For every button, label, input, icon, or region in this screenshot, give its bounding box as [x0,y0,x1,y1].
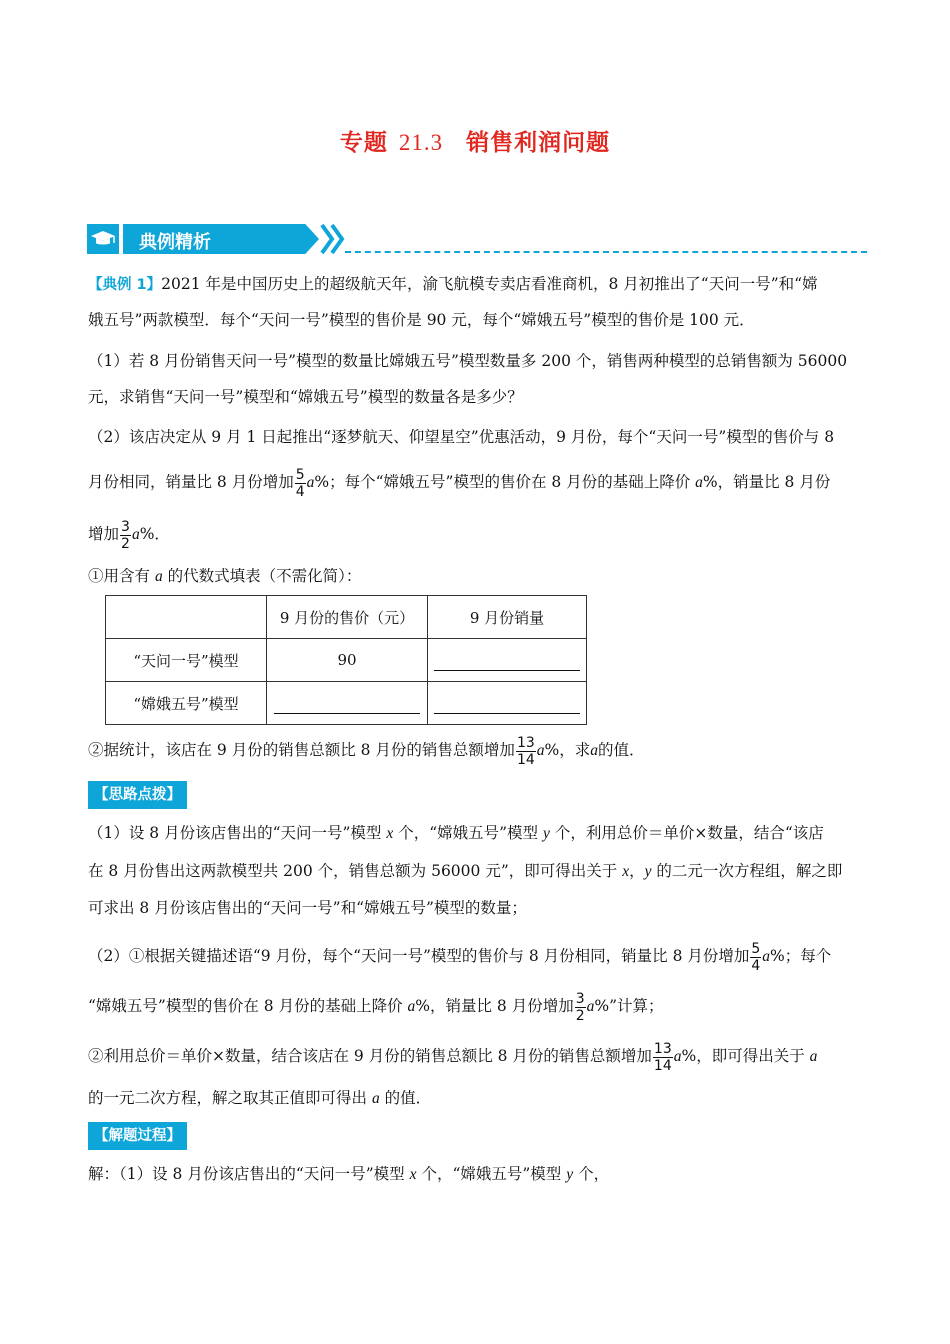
fraction [516,735,536,768]
table-header-row [106,596,587,639]
hint-line-3 [88,892,878,925]
variable: a [695,474,703,491]
answer-blank[interactable] [428,639,587,682]
question-text: （1）若 8 月份销售天问一号”模型的数量比嫦娥五号”模型数量多 200 个，销售两种模型的总销售额为 56000 [88,352,848,370]
table-header-cell [106,596,267,639]
table-header-cell: 9 月份销量 [428,596,587,639]
variable: a [131,526,140,543]
question-2-line-2 [88,466,878,500]
hint-text: 可求出 8 月份该店售出的“天问一号”和“嫦娥五号”模型的数量； [88,899,527,917]
numerator: 3 [121,518,130,535]
hint-text: （1）设 8 月份该店售出的“天问一号”模型 [88,824,382,842]
denominator: 4 [751,957,761,974]
banner-dashed-line [345,251,867,253]
solution-line-1 [88,1158,878,1191]
hint-text: 在 8 月份售出这两款模型共 200 个，销售总额为 56000 元”，即可得出关于 [88,862,618,880]
denominator: 4 [295,483,305,500]
example-text: 娥五号”两款模型．每个“天问一号”模型的售价是 90 元，每个“嫦娥五号”模型的售价是 100 元． [88,311,755,329]
numerator: 13 [516,734,535,751]
table-row [106,639,587,682]
question-text: （2）该店决定从 9 月 1 日起推出“逐梦航天、仰望星空”优惠活动，9 月份，每个“天问一号”模型的售价与 8 [88,428,835,446]
variable: a [673,1048,682,1065]
question-text: 的代数式填表（不需化简）： [167,567,362,585]
hint-text: 的值． [384,1089,432,1107]
variable: a [590,742,598,759]
numerator: 5 [295,466,305,483]
hint-line-6 [88,1040,878,1074]
variable: y [566,1166,574,1183]
solution-text: 解：（1）设 8 月份该店售出的“天问一号”模型 [88,1165,405,1183]
answer-blank[interactable] [428,682,587,725]
hint-text: ， [629,862,645,880]
solution-text: 个，“嫦娥五号”模型 [421,1165,562,1183]
denominator: 2 [575,1007,585,1024]
denominator: 14 [516,751,535,768]
variable: a [536,742,545,759]
fraction [120,519,131,552]
hint-text: 个，利用总价＝单价×数量，结合“该店 [554,824,824,842]
question-text: ；每个“嫦娥五号”模型的售价在 8 月份的基础上降价 [329,473,691,491]
hint-line-7 [88,1082,878,1115]
hint-line-4 [88,940,878,974]
numerator: 5 [751,940,761,957]
hint-text: （2）①根据关键描述语“9 月份，每个“天问一号”模型的售价与 8 月份相同，销量比 8 月份增加 [88,947,750,965]
answer-blank[interactable] [267,682,428,725]
example-text: 2021 年是中国历史上的超级航天年，渝飞航模专卖店看准商机，8 月初推出了“天问一号”和“嫦 [161,275,818,293]
question-text: %． [139,525,170,543]
sub-question-2 [88,734,878,768]
fraction [653,1041,673,1074]
variable: y [644,863,652,880]
hint-text: %，即可得出关于 [681,1047,805,1065]
question-2-line-3 [88,518,878,552]
variable: a [306,474,315,491]
row-label: “天问一号”模型 [106,639,267,682]
fill-in-table [105,595,587,725]
fraction [295,467,306,500]
question-text: ①用含有 [88,567,151,585]
question-text: %，销量比 8 月份 [702,473,831,491]
variable: y [543,825,550,842]
denominator: 14 [653,1057,672,1074]
example-tag: 【典例 1】 [88,277,162,293]
variable: a [586,998,595,1015]
hint-text: 的二元一次方程组，解之即 [656,862,843,880]
title-number: 21.3 [398,130,444,155]
solution-tag: 【解题过程】 [88,1122,187,1150]
hint-text: “嫦娥五号”模型的售价在 8 月份的基础上降价 [88,997,403,1015]
hint-line-1 [88,817,878,850]
variable: x [409,1166,417,1183]
hint-tag: 【思路点拨】 [88,781,187,809]
hint-text: 个，“嫦娥五号”模型 [398,824,539,842]
numerator: 3 [575,990,585,1007]
question-text: 增加 [88,525,120,543]
hint-text: %，销量比 8 月份增加 [415,997,574,1015]
question-text: 的值． [598,741,645,759]
chevron-right-icon [319,222,347,256]
question-2-line-1 [88,421,878,454]
sub-question-1 [88,560,878,593]
variable: a [762,948,771,965]
title-text: 销售利润问题 [466,130,611,156]
section-banner [87,222,867,256]
percent-sign: % [314,473,330,491]
hint-text: ②利用总价＝单价×数量，结合该店在 9 月份的销售总额比 8 月份的销售总额增加 [88,1047,652,1065]
hint-line-5 [88,990,878,1024]
variable: a [407,998,416,1015]
variable: a [154,568,163,585]
fraction [750,941,761,974]
banner-label: 典例精析 [139,232,211,253]
example-line-1 [88,268,878,302]
hint-text: %；每个 [770,947,832,965]
numerator: 13 [653,1040,672,1057]
title-prefix: 专题 [339,130,388,156]
hint-text: 的一元二次方程，解之取其正值即可得出 [88,1089,368,1107]
solution-text: 个， [578,1165,610,1183]
price-cell: 90 [267,639,428,682]
question-text: 月份相同，销量比 8 月份增加 [88,473,294,491]
hint-text: %”计算； [594,997,664,1015]
variable: a [809,1048,818,1065]
variable: a [371,1090,380,1107]
variable: x [622,863,630,880]
graduation-cap-icon [87,224,119,254]
row-label: “嫦娥五号”模型 [106,682,267,725]
page-title [0,124,950,157]
table-header-cell: 9 月份的售价（元） [267,596,428,639]
question-1-line-2 [88,381,878,414]
hint-line-2 [88,855,878,888]
example-line-2 [88,304,878,337]
table-row [106,682,587,725]
fraction [575,991,586,1024]
question-text: %，求 [544,741,591,759]
variable: x [386,825,394,842]
denominator: 2 [121,535,130,552]
question-1-line-1 [88,345,878,378]
question-text: ②据统计，该店在 9 月份的销售总额比 8 月份的销售总额增加 [88,741,515,759]
question-text: 元，求销售“天问一号”模型和“嫦娥五号”模型的数量各是多少？ [88,388,523,406]
